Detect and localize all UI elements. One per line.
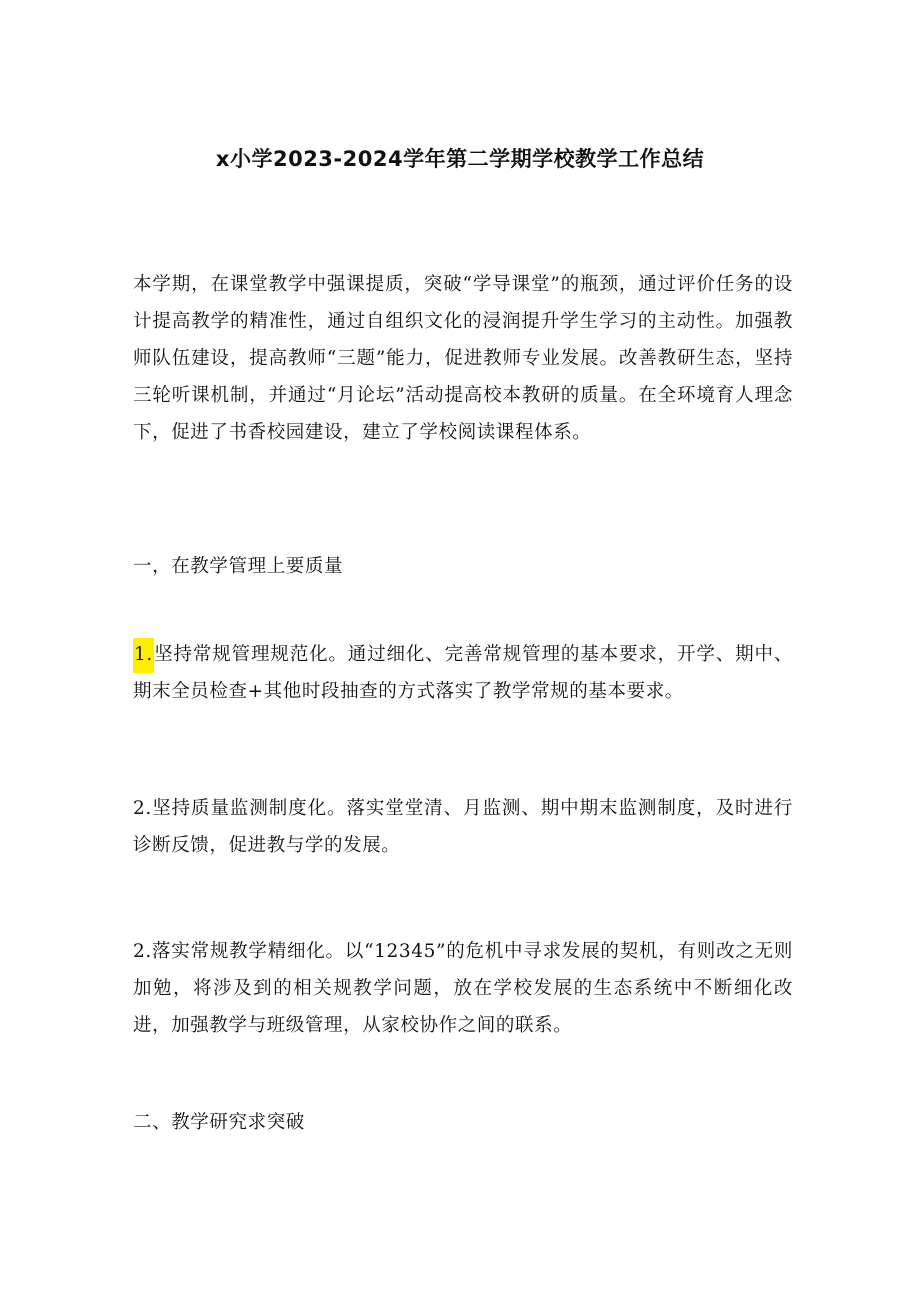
item-text: 落实常规教学精细化。以“12345”的危机中寻求发展的契机，有则改之无则加勉，将涉及到的相关规教学问题，放在学校发展的生态系统中不断细化改进，加强教学与班级管理，从家校协作之间的联系。 <box>133 941 793 1036</box>
list-item-2 <box>133 790 793 864</box>
intro-paragraph: 本学期，在课堂教学中强课提质，突破“学导课堂”的瓶颈，通过评价任务的设计提高教学的精准性，通过自组织文化的浸润提升学生学习的主动性。加强教师队伍建设，提高教师“三题”能力，促进教师专业发展。改善教研生态，坚持三轮听课机制，并通过“月论坛”活动提高校本教研的质量。在全环境育人理念下，促进了书香校园建设，建立了学校阅读课程体系。 <box>133 274 793 443</box>
item-number: 2. <box>133 798 152 819</box>
list-item-3 <box>133 933 793 1044</box>
section-heading-2: 二、教学研究求突破 <box>133 1112 305 1133</box>
list-item-1 <box>133 636 793 710</box>
item-number: 2. <box>133 941 152 962</box>
item-text: 坚持常规管理规范化。通过细化、完善常规管理的基本要求，开学、期中、期末全员检查+其他时段抽查的方式落实了教学常规的基本要求。 <box>133 644 793 702</box>
item-text: 坚持质量监测制度化。落实堂堂清、月监测、期中期末监测制度，及时进行诊断反馈，促进教与学的发展。 <box>133 798 793 856</box>
document-title: x小学2023-2024学年第二学期学校教学工作总结 <box>215 147 705 171</box>
section-heading-1: 一，在教学管理上要质量 <box>133 556 344 577</box>
item-number-highlighted: 1. <box>133 638 154 673</box>
